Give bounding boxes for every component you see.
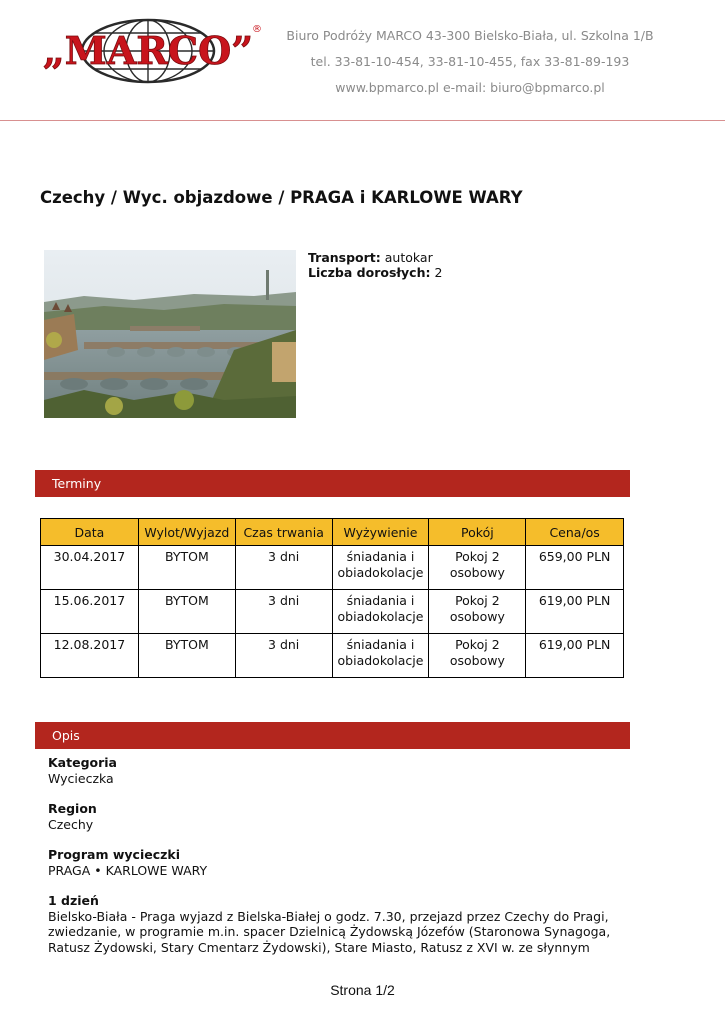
section-header-terminy: Terminy	[35, 470, 630, 497]
section-header-opis: Opis	[35, 722, 630, 749]
trip-photo	[44, 250, 296, 418]
table-header-row	[41, 519, 624, 546]
logo-text: „MARCO”	[42, 28, 254, 73]
cell-duration: 3 dni	[235, 634, 332, 678]
cell-departure: BYTOM	[138, 590, 235, 634]
page-number: Strona 1/2	[330, 982, 395, 998]
cell-price: 659,00 PLN	[526, 546, 624, 590]
day1-text: Bielsko-Biała - Praga wyjazd z Bielska-Białej o godz. 7.30, przejazd przez Czechy do Pragi, zwiedzanie, w programie m.in. spacer Dzielnicą Żydowską Józefów (Staronowa Synagoga, Ratusz Żydowski, Stary Cmentarz Żydowski), Stare Miasto, Ratusz z XVI w. ze słynnym	[48, 908, 611, 955]
cell-duration: 3 dni	[235, 590, 332, 634]
cell-room: Pokoj 2 osobowy	[429, 634, 526, 678]
adults-row	[308, 265, 442, 280]
category-block	[48, 755, 618, 786]
globe-icon	[36, 18, 260, 84]
cell-room: Pokoj 2 osobowy	[429, 590, 526, 634]
cell-room: Pokoj 2 osobowy	[429, 546, 526, 590]
adults-value: 2	[434, 265, 443, 280]
program-value: PRAGA • KARLOWE WARY	[48, 862, 208, 878]
region-block	[48, 801, 618, 832]
cell-price: 619,00 PLN	[526, 590, 624, 634]
col-header-duration: Czas trwania	[235, 519, 332, 546]
company-info	[280, 26, 660, 104]
company-phone: tel. 33-81-10-454, 33-81-10-455, fax 33-81-89-193	[310, 54, 630, 69]
cell-meals: śniadania i obiadokolacje	[332, 634, 429, 678]
transport-row	[308, 250, 442, 265]
day1-block	[48, 893, 618, 955]
company-web[interactable]: www.bpmarco.pl e-mail: biuro@bpmarco.pl	[335, 80, 605, 95]
col-header-price: Cena/os	[526, 519, 624, 546]
col-header-data: Data	[41, 519, 139, 546]
trip-info	[308, 250, 442, 280]
region-label: Region	[48, 801, 97, 816]
cell-date: 30.04.2017	[41, 546, 139, 590]
cell-departure: BYTOM	[138, 546, 235, 590]
program-block	[48, 847, 618, 878]
cell-departure: BYTOM	[138, 634, 235, 678]
dates-table	[40, 518, 624, 678]
table-row	[41, 546, 624, 590]
company-address: Biuro Podróży MARCO 43-300 Bielsko-Biała, ul. Szkolna 1/B	[286, 28, 654, 43]
prague-bridges-image	[44, 250, 296, 418]
col-header-meals: Wyżywienie	[332, 519, 429, 546]
cell-date: 15.06.2017	[41, 590, 139, 634]
table-row	[41, 590, 624, 634]
category-label: Kategoria	[48, 755, 117, 770]
cell-meals: śniadania i obiadokolacje	[332, 590, 429, 634]
col-header-departure: Wylot/Wyjazd	[138, 519, 235, 546]
cell-meals: śniadania i obiadokolacje	[332, 546, 429, 590]
region-value: Czechy	[48, 816, 94, 832]
page-title: Czechy / Wyc. objazdowe / PRAGA i KARLOWE WARY	[40, 188, 523, 207]
day1-label: 1 dzień	[48, 893, 99, 908]
adults-label: Liczba dorosłych:	[308, 265, 431, 280]
header-divider	[0, 120, 725, 121]
transport-label: Transport:	[308, 250, 381, 265]
description	[48, 755, 618, 970]
category-value: Wycieczka	[48, 770, 114, 786]
cell-price: 619,00 PLN	[526, 634, 624, 678]
company-logo	[36, 18, 260, 84]
table-row	[41, 634, 624, 678]
program-label: Program wycieczki	[48, 847, 180, 862]
cell-date: 12.08.2017	[41, 634, 139, 678]
cell-duration: 3 dni	[235, 546, 332, 590]
col-header-room: Pokój	[429, 519, 526, 546]
registered-mark: ®	[252, 24, 262, 35]
transport-value: autokar	[384, 250, 433, 265]
